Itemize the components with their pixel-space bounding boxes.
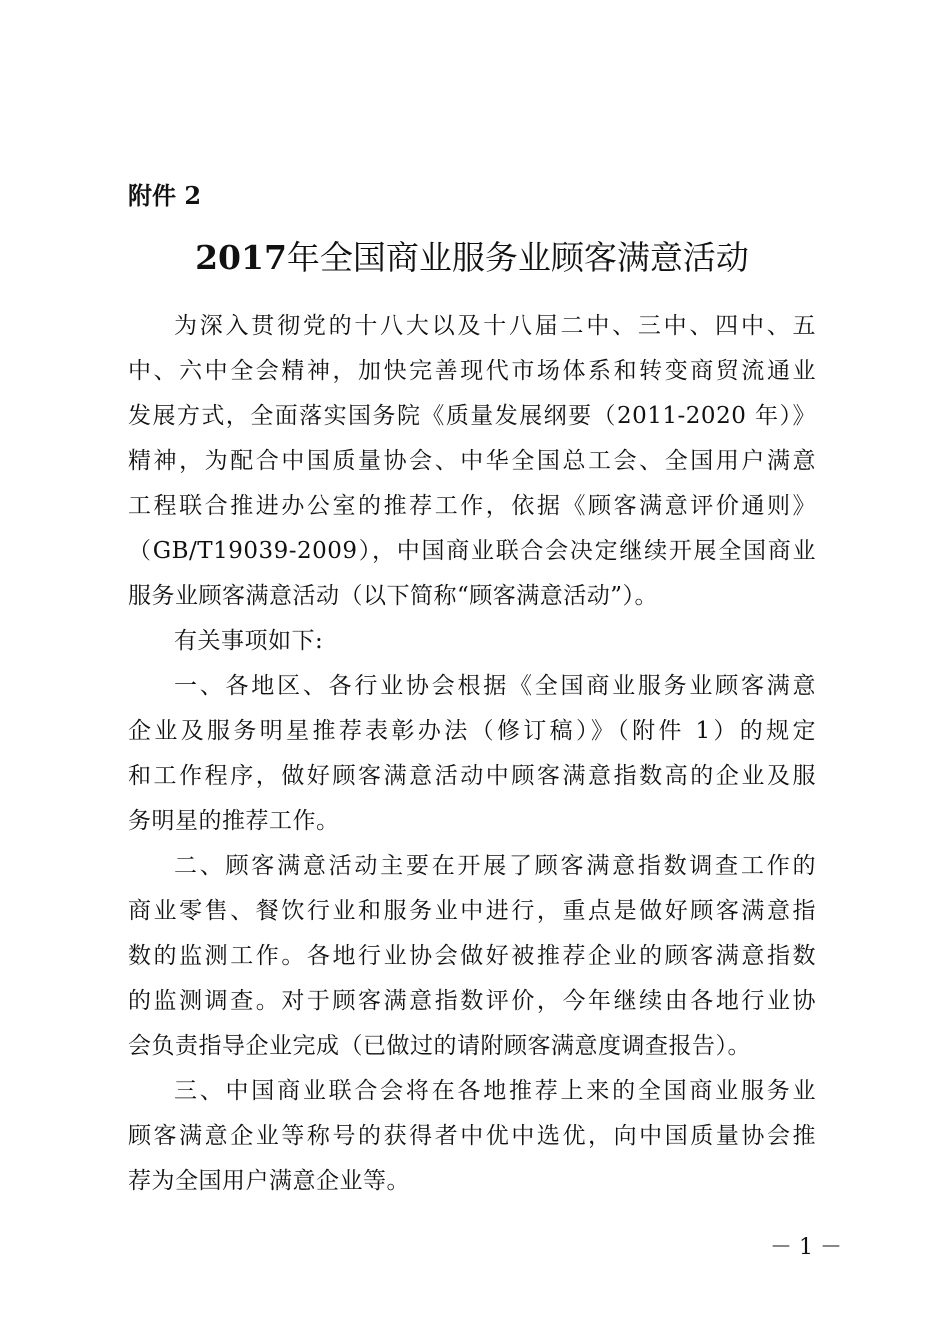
- text-line: 中、六中全会精神，加快完善现代市场体系和转变商贸流通业: [128, 358, 816, 384]
- text-line: 有关事项如下:: [174, 628, 324, 654]
- text-line: 一、各地区、各行业协会根据《全国商业服务业顾客满意: [174, 673, 816, 699]
- text-line: 的监测调查。对于顾客满意指数评价，今年继续由各地行业协: [128, 988, 816, 1014]
- paragraph-item-1: [128, 664, 816, 844]
- document-body: [128, 304, 816, 1204]
- attachment-label: 附件 2: [128, 181, 202, 210]
- title-text: 年全国商业服务业顾客满意活动: [286, 238, 749, 277]
- paragraph-item-3: [128, 1069, 816, 1204]
- text-line: 商业零售、餐饮行业和服务业中进行，重点是做好顾客满意指: [128, 898, 816, 924]
- paragraph-matters-heading: [128, 619, 816, 664]
- text-line: 顾客满意企业等称号的获得者中优中选优，向中国质量协会推: [128, 1123, 816, 1149]
- text-line: （GB/T19039-2009），中国商业联合会决定继续开展全国商业: [128, 538, 816, 564]
- paragraph-intro: [128, 304, 816, 619]
- text-line: 发展方式，全面落实国务院《质量发展纲要（2011-2020 年）》: [128, 403, 816, 429]
- text-line: 工程联合推进办公室的推荐工作，依据《顾客满意评价通则》: [128, 493, 816, 519]
- text-line: 荐为全国用户满意企业等。: [128, 1168, 410, 1194]
- paragraph-item-2: [128, 844, 816, 1069]
- title-year: 2017: [195, 238, 287, 277]
- text-line: 三、中国商业联合会将在各地推荐上来的全国商业服务业: [174, 1078, 816, 1104]
- page-number: － 1 －: [770, 1235, 842, 1260]
- text-line: 精神，为配合中国质量协会、中华全国总工会、全国用户满意: [128, 448, 816, 474]
- text-line: 服务业顾客满意活动（以下简称“顾客满意活动”）。: [128, 583, 659, 609]
- text-line: 为深入贯彻党的十八大以及十八届二中、三中、四中、五: [174, 313, 816, 339]
- text-line: 和工作程序，做好顾客满意活动中顾客满意指数高的企业及服: [128, 763, 816, 789]
- document-title: [128, 236, 816, 280]
- text-line: 会负责指导企业完成（已做过的请附顾客满意度调查报告）。: [128, 1033, 751, 1059]
- text-line: 数的监测工作。各地行业协会做好被推荐企业的顾客满意指数: [128, 943, 816, 969]
- text-line: 务明星的推荐工作。: [128, 808, 340, 834]
- text-line: 企业及服务明星推荐表彰办法（修订稿）》（附件 1）的规定: [128, 718, 816, 744]
- text-line: 二、顾客满意活动主要在开展了顾客满意指数调查工作的: [174, 853, 816, 879]
